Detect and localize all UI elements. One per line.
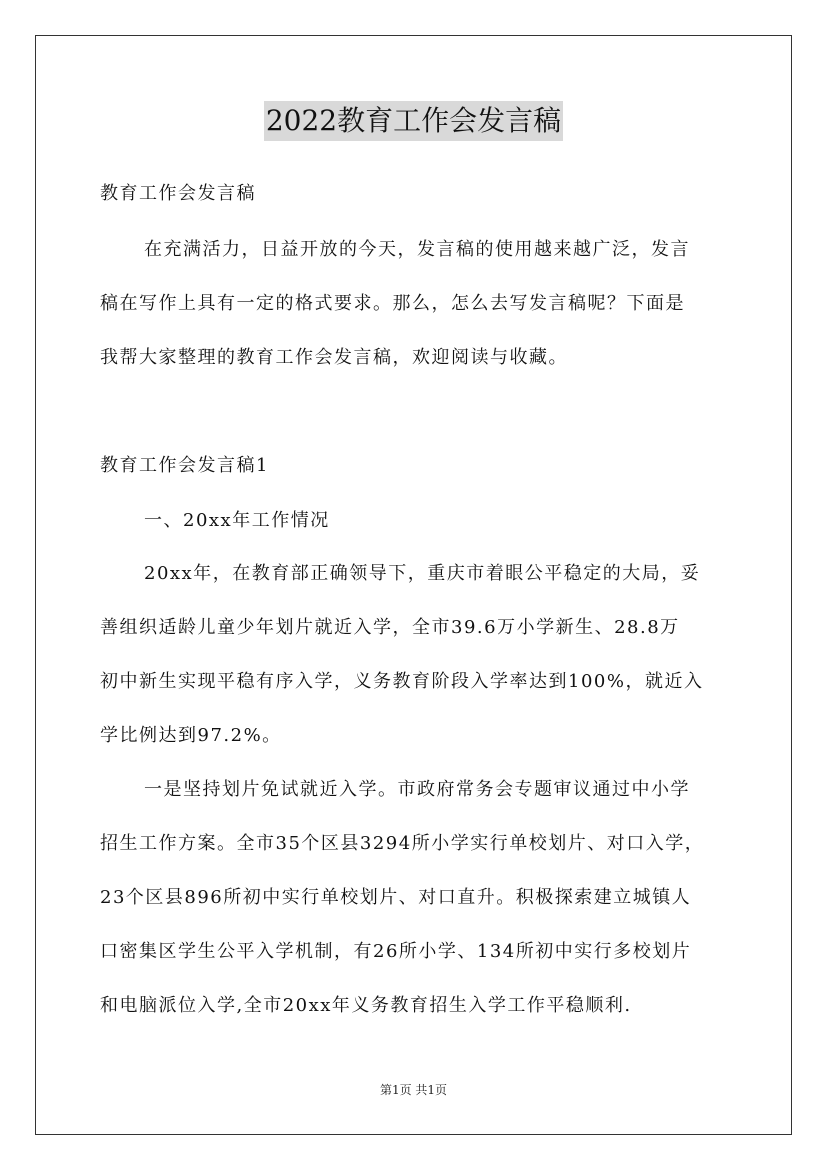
document-subtitle: 教育工作会发言稿 <box>100 183 256 204</box>
title-container <box>0 101 827 141</box>
paragraph-line: 学比例达到97.2%。 <box>100 725 282 746</box>
page-footer: 第1页 共1页 <box>379 1083 448 1097</box>
paragraph-line: 初中新生实现平稳有序入学，义务教育阶段入学率达到100%，就近入 <box>100 671 704 692</box>
document-title: 2022教育工作会发言稿 <box>264 101 563 141</box>
paragraph-line: 20xx年，在教育部正确领导下，重庆市着眼公平稳定的大局，妥 <box>144 563 701 584</box>
paragraph-line: 23个区县896所初中实行单校划片、对口直升。积极探索建立城镇人 <box>100 887 692 908</box>
intro-line: 在充满活力，日益开放的今天，发言稿的使用越来越广泛，发言 <box>144 239 690 260</box>
paragraph-line: 口密集区学生公平入学机制，有26所小学、134所初中实行多校划片 <box>100 941 692 962</box>
intro-line: 我帮大家整理的教育工作会发言稿，欢迎阅读与收藏。 <box>100 347 568 368</box>
item-heading: 一、20xx年工作情况 <box>144 510 330 531</box>
paragraph-line: 善组织适龄儿童少年划片就近入学，全市39.6万小学新生、28.8万 <box>100 617 680 638</box>
paragraph-line: 和电脑派位入学,全市20xx年义务教育招生入学工作平稳顺利. <box>100 995 632 1016</box>
intro-line: 稿在写作上具有一定的格式要求。那么，怎么去写发言稿呢？下面是 <box>100 293 685 314</box>
paragraph-line: 一是坚持划片免试就近入学。市政府常务会专题审议通过中小学 <box>144 779 690 800</box>
section-heading: 教育工作会发言稿1 <box>100 455 269 476</box>
paragraph-line: 招生工作方案。全市35个区县3294所小学实行单校划片、对口入学， <box>100 833 705 854</box>
